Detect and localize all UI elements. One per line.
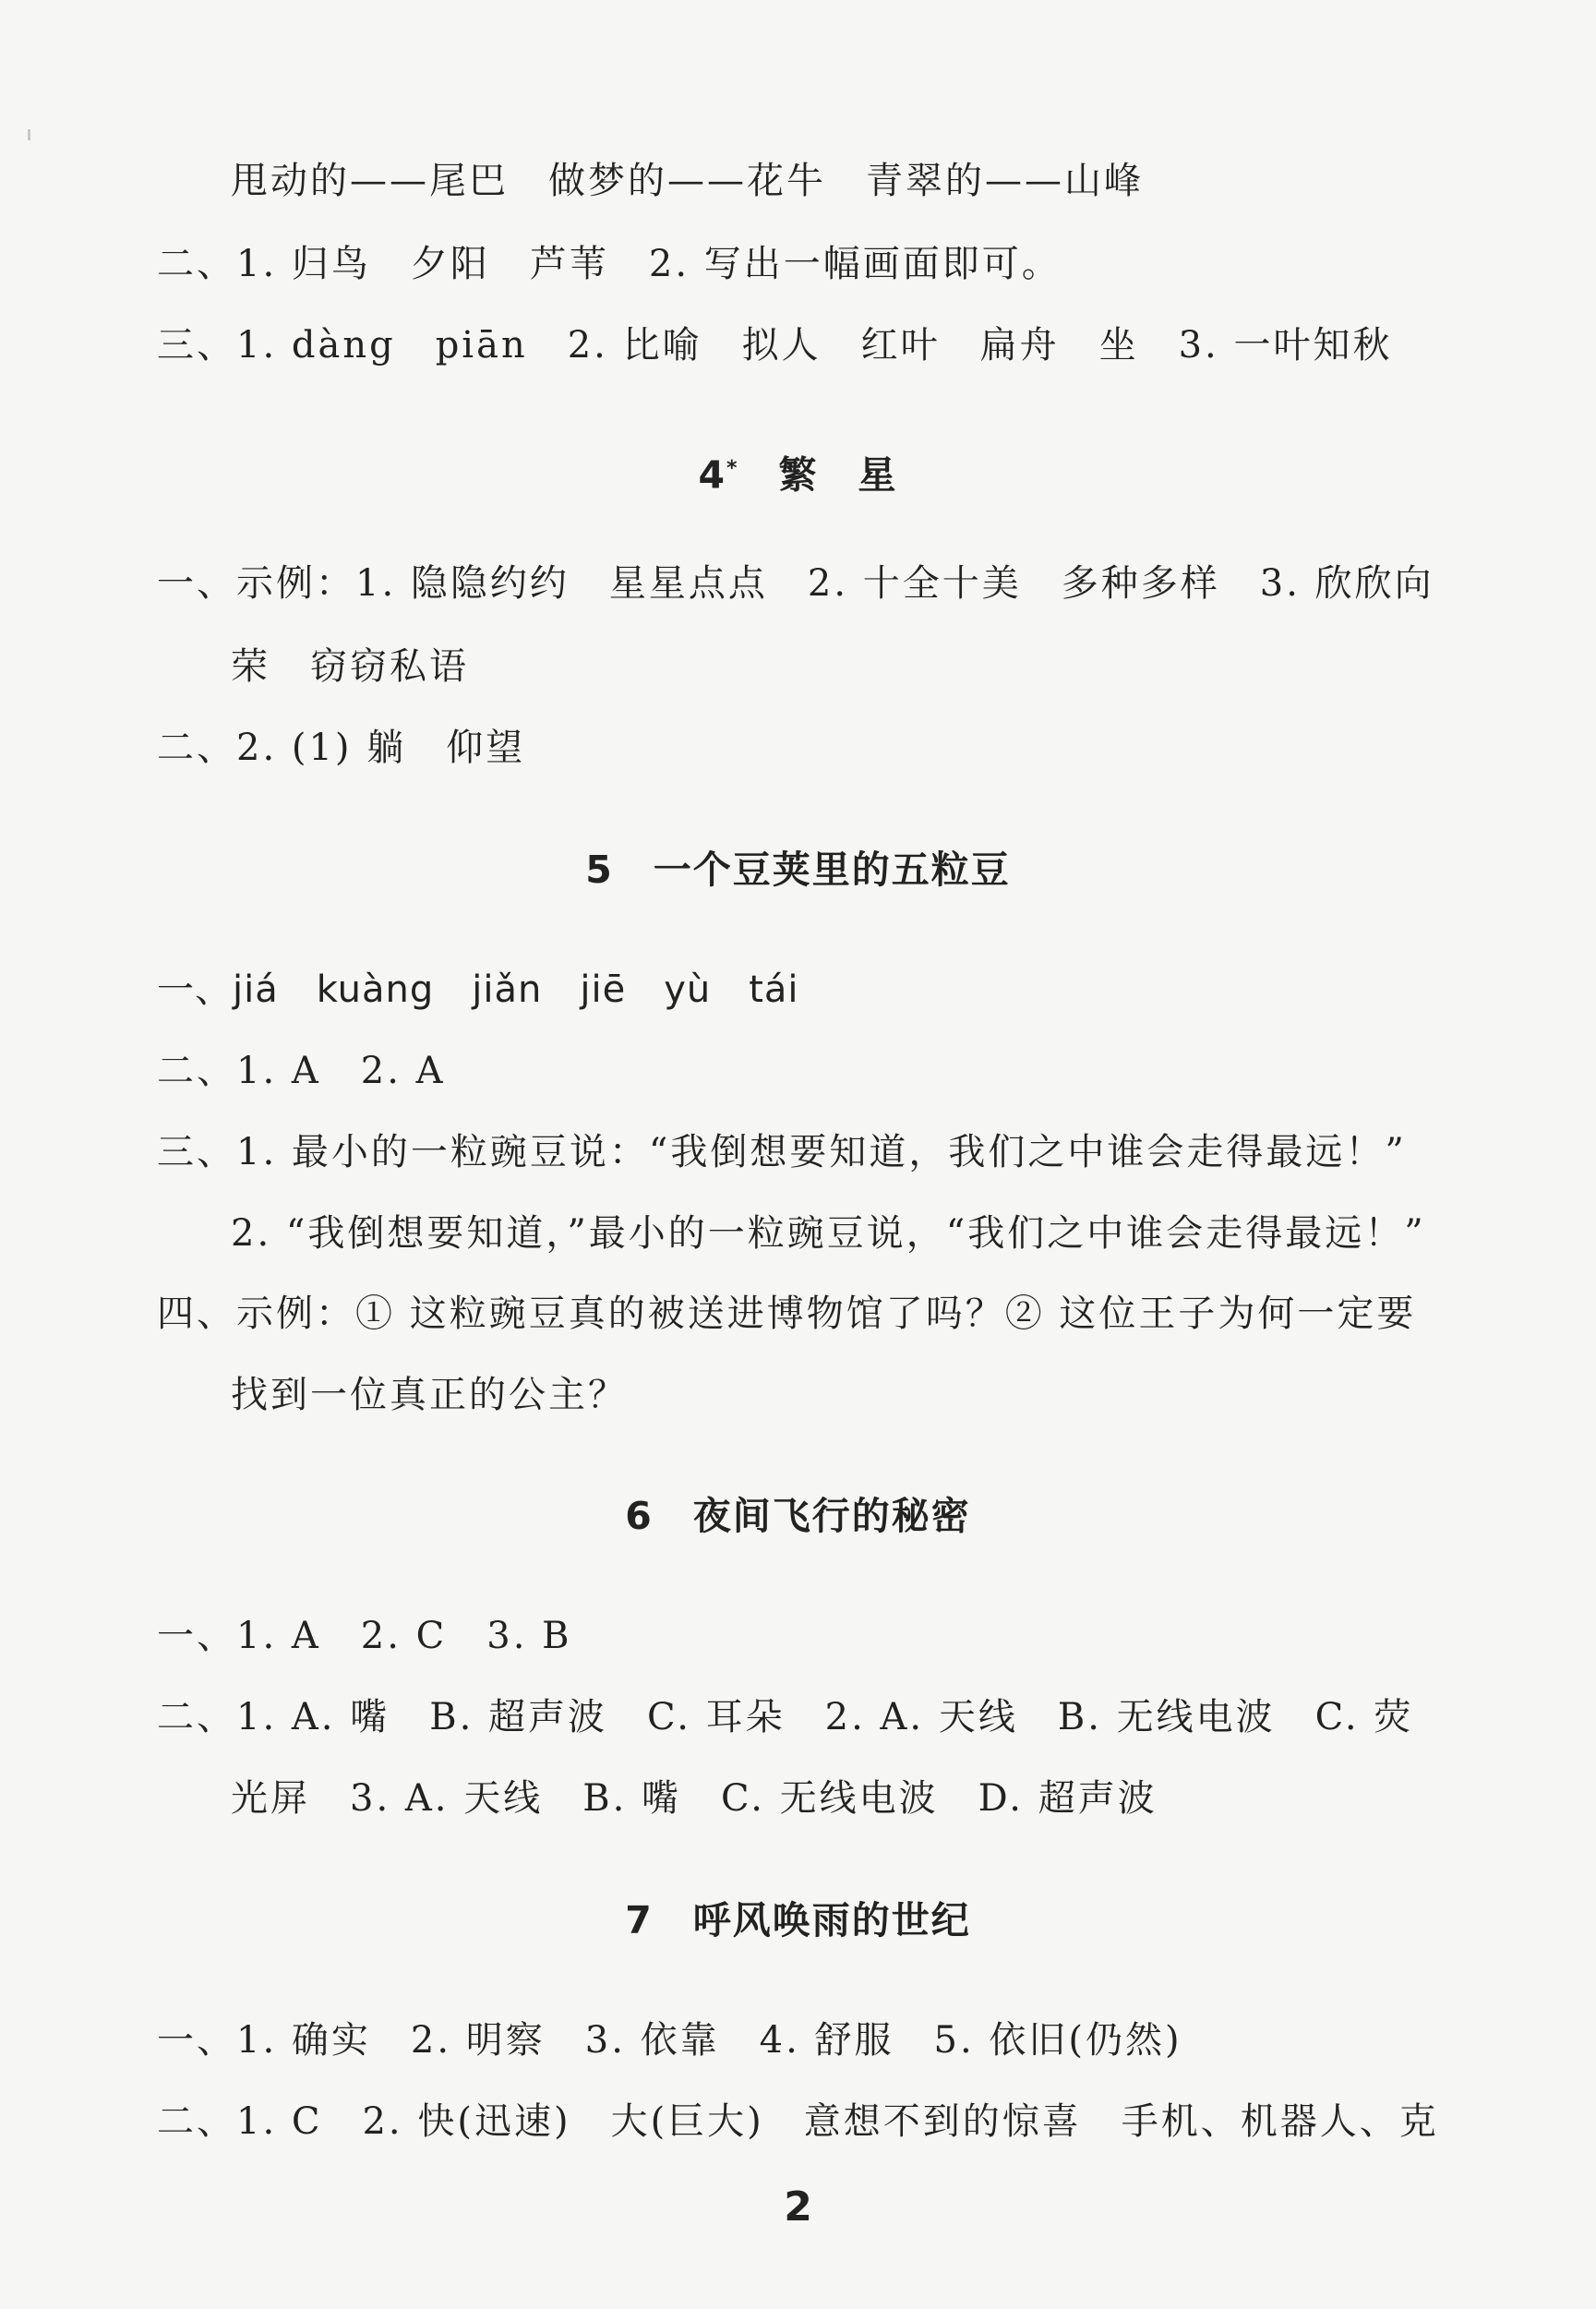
scan-speck — [28, 129, 30, 140]
answer-line: 找到一位真正的公主？ — [231, 1374, 628, 1416]
answer-line: 二、1. A 2. A — [157, 1050, 446, 1092]
answer-line: 二、1. C 2. 快(迅速) 大(巨大) 意想不到的惊喜 手机、机器人、克 — [157, 2100, 1439, 2143]
section-number: 4 — [698, 452, 726, 498]
page-number: 2 — [784, 2183, 812, 2231]
answer-line: 甩动的——尾巴 做梦的——花牛 青翠的——山峰 — [231, 160, 1144, 202]
section-heading: 5 一个豆荚里的五粒豆 — [585, 848, 1011, 892]
answer-line: 二、1. A. 嘴 B. 超声波 C. 耳朵 2. A. 天线 B. 无线电波 C. 荧 — [157, 1696, 1414, 1738]
answer-line: 三、1. 最小的一粒豌豆说：“我倒想要知道，我们之中谁会走得最远！” — [157, 1131, 1407, 1173]
answer-line: 四、示例：① 这粒豌豆真的被送进博物馆了吗？② 这位王子为何一定要 — [157, 1293, 1417, 1335]
answer-line: 荣 窃窃私语 — [231, 645, 469, 688]
answer-line: 二、2. (1) 躺 仰望 — [157, 727, 526, 769]
section-title: 繁 星 — [778, 452, 898, 498]
section-heading: 6 夜间飞行的秘密 — [625, 1494, 971, 1538]
answer-line: 三、1. dàng piān 2. 比喻 拟人 红叶 扁舟 坐 3. 一叶知秋 — [157, 324, 1393, 367]
answer-line: 一、1. A 2. C 3. B — [157, 1615, 572, 1657]
answer-line: 一、示例：1. 隐隐约约 星星点点 2. 十全十美 多种多样 3. 欣欣向 — [157, 562, 1434, 605]
answer-line: 一、1. 确实 2. 明察 3. 依靠 4. 舒服 5. 依旧(仍然) — [157, 2019, 1182, 2062]
answer-line: 光屏 3. A. 天线 B. 嘴 C. 无线电波 D. 超声波 — [231, 1777, 1158, 1820]
optional-mark: * — [726, 457, 739, 480]
answer-line: 一、jiá kuàng jiǎn jiē yù tái — [157, 968, 799, 1011]
section-heading — [0, 441, 1596, 503]
section-heading: 7 呼风唤雨的世纪 — [625, 1898, 971, 1942]
answer-line: 二、1. 归鸟 夕阳 芦苇 2. 写出一幅画面即可。 — [157, 243, 1062, 285]
answer-line: 2. “我倒想要知道，”最小的一粒豌豆说，“我们之中谁会走得最远！” — [231, 1212, 1426, 1255]
